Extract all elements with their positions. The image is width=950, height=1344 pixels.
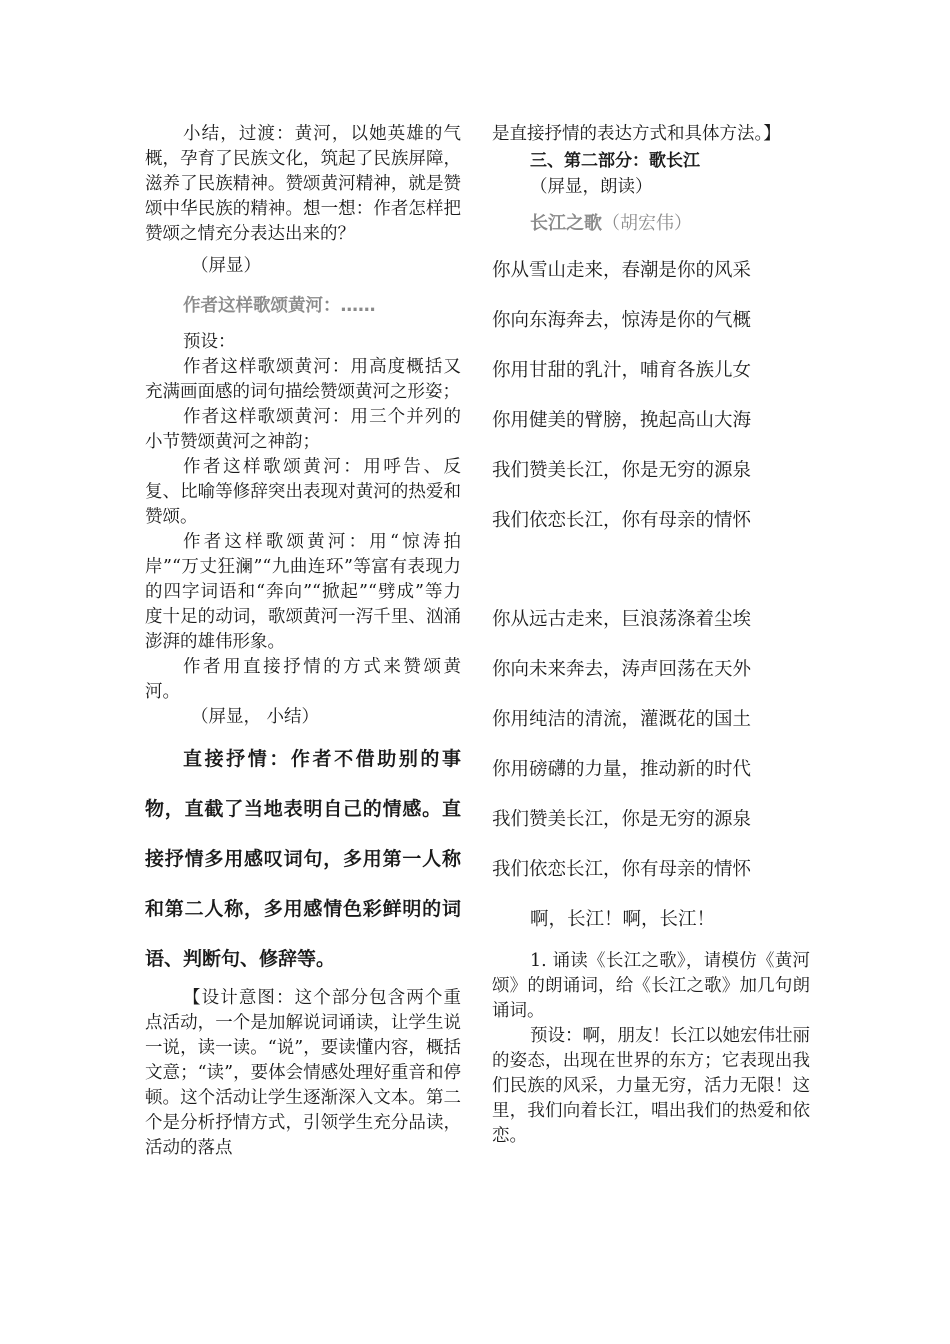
screen-note: （屏显， 小结） bbox=[191, 707, 320, 727]
answer-item: 作者用直接抒情的方式来赞颂黄河。 bbox=[145, 657, 461, 702]
lyric-line: 我们赞美长江，你是无穷的源泉 bbox=[492, 809, 752, 830]
answer-item: 作者这样歌颂黄河：用高度概括又充满画面感的词句描绘赞颂黄河之形姿； bbox=[145, 357, 461, 402]
definition-paragraph: 直接抒情：作者不借助别的事物，直截了当地表明自己的情感。直接抒情多用感叹词句，多用第一人称和第二人称，多用感情色彩鲜明的词语、判断句、修辞等。 bbox=[145, 748, 461, 970]
section-heading: 三、第二部分：歌长江 bbox=[530, 151, 700, 171]
lyric-line: 你用磅礴的力量，推动新的时代 bbox=[492, 759, 752, 780]
lyric-line: 你用甘甜的乳汁，哺育各族儿女 bbox=[492, 360, 752, 381]
screen-note: （屏显） bbox=[191, 256, 261, 276]
preset-label: 预设： bbox=[183, 332, 236, 352]
task-paragraph: 1. 诵读《长江之歌》，请模仿《黄河颂》的朗诵词，给《长江之歌》加几句朗诵词。 bbox=[492, 951, 810, 1021]
right-column bbox=[492, 122, 810, 1149]
lyric-line: 我们赞美长江，你是无穷的源泉 bbox=[492, 460, 752, 481]
lyric-line: 你用纯洁的清流，灌溉花的国土 bbox=[492, 709, 752, 730]
summary-paragraph: 小结，过渡：黄河，以她英雄的气概，孕育了民族文化，筑起了民族屏障，滋养了民族精神。赞颂黄河精神，就是赞颂中华民族的精神。想一想：作者怎样把赞颂之情充分表达出来的？ bbox=[145, 124, 461, 244]
song-author: （胡宏伟） bbox=[602, 213, 692, 234]
answer-item: 作者这样歌颂黄河：用三个并列的小节赞颂黄河之神韵； bbox=[145, 407, 461, 452]
lyric-line: 你向未来奔去，涛声回荡在天外 bbox=[492, 659, 752, 680]
song-title: 长江之歌 bbox=[530, 213, 602, 234]
lyric-line: 我们依恋长江，你有母亲的情怀 bbox=[492, 510, 752, 531]
stanza-1 bbox=[492, 246, 810, 546]
lyric-line: 你从远古走来，巨浪荡涤着尘埃 bbox=[492, 609, 752, 630]
stanza-2 bbox=[492, 595, 810, 945]
refrain-line: 啊，长江！啊，长江！ bbox=[530, 909, 716, 930]
design-intent-continued: 是直接抒情的表达方式和具体方法。】 bbox=[492, 124, 781, 144]
lyric-line: 你从雪山走来，春潮是你的风采 bbox=[492, 260, 752, 281]
left-column bbox=[145, 122, 461, 1161]
song-title-line bbox=[492, 209, 810, 239]
answer-item: 作者这样歌颂黄河：用“惊涛拍岸”“万丈狂澜”“九曲连环”等富有表现力的四字词语和“奔向”“掀起”“劈成”等力度十足的动词，歌颂黄河一泻千里、汹涌澎湃的雄伟形象。 bbox=[145, 532, 461, 652]
screen-heading: 作者这样歌颂黄河：…… bbox=[183, 296, 376, 316]
answer-item: 作者这样歌颂黄河：用呼告、反复、比喻等修辞突出表现对黄河的热爱和赞颂。 bbox=[145, 457, 461, 527]
lyric-line: 你向东海奔去，惊涛是你的气概 bbox=[492, 310, 752, 331]
answer-paragraph: 预设：啊，朋友！长江以她宏伟壮丽的姿态，出现在世界的东方；它表现出我们民族的风采，力量无穷，活力无限！这里，我们向着长江，唱出我们的热爱和依恋。 bbox=[492, 1026, 810, 1146]
screen-note: （屏显，朗读） bbox=[530, 177, 653, 197]
lyric-line: 你用健美的臂膀，挽起高山大海 bbox=[492, 410, 752, 431]
design-intent-paragraph: 【设计意图：这个部分包含两个重点活动，一个是加解说词诵读，让学生说一说，读一读。“说”，要读懂内容，概括文意；“读”，要体会情感处理好重音和停顿。这个活动让学生逐渐深入文本。第二个是分析抒情方式，引领学生充分品读，活动的落点 bbox=[145, 988, 461, 1158]
lyric-line: 我们依恋长江，你有母亲的情怀 bbox=[492, 859, 752, 880]
